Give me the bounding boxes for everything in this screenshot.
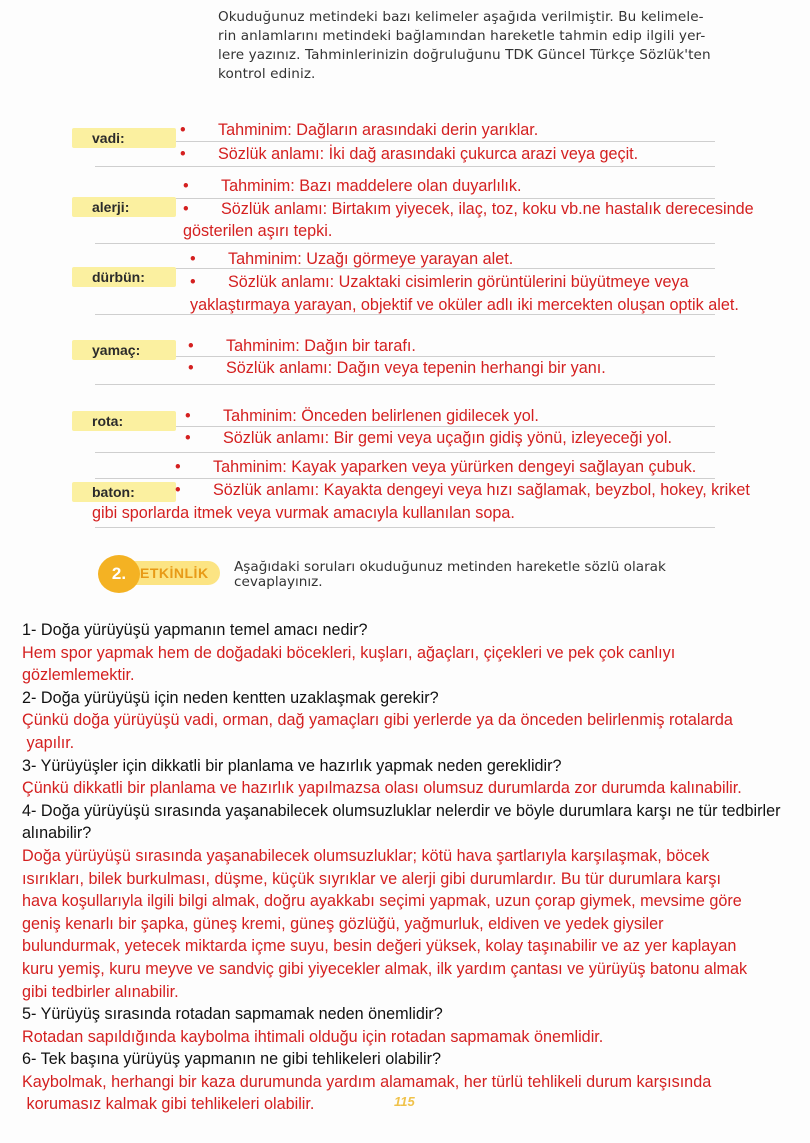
question: 6- Tek başına yürüyüş yapmanın ne gibi tehlikeleri olabilir? — [22, 1050, 442, 1069]
bullet-icon: • — [185, 407, 191, 425]
vocab-word-rota: rota: — [72, 411, 176, 431]
meaning-line — [190, 271, 689, 293]
answer-line: geniş kenarlı bir şapka, güneş kremi, güneş gözlüğü, yağmurluk, eldiven ve yedek giysiler — [22, 914, 664, 933]
activity-instruction — [234, 560, 704, 590]
meaning-line — [175, 479, 750, 501]
guess-line — [183, 175, 522, 197]
instruction-line: Aşağıdaki soruları okuduğunuz metinden hareketle sözlü olarak — [234, 559, 666, 575]
meaning-text: Sözlük anlamı: Birtakım yiyecek, ilaç, toz, koku vb.ne hastalık derecesinde — [221, 200, 754, 218]
vocab-word-alerji: alerji: — [72, 197, 176, 217]
guess-line — [185, 405, 539, 427]
intro-line: kontrol ediniz. — [218, 66, 316, 82]
vocab-word-durbun: dürbün: — [72, 267, 176, 287]
activity-number: 2. — [98, 555, 140, 593]
meaning-line — [185, 427, 672, 449]
bullet-icon: • — [190, 250, 196, 268]
answer-line: gözlemlemektir. — [22, 666, 135, 685]
guess-line — [188, 335, 416, 357]
answer-line: yapılır. — [22, 733, 75, 752]
question: 5- Yürüyüş sırasında rotadan sapmamak neden önemlidir? — [22, 1005, 443, 1024]
instruction-line: cevaplayınız. — [234, 574, 323, 590]
question: 4- Doğa yürüyüşü sırasında yaşanabilecek olumsuzluklar nelerdir ve böyle durumlara karşı ne tür tedbirler alınabilir? — [22, 801, 781, 843]
writing-line — [95, 527, 715, 528]
writing-line — [95, 384, 715, 385]
guess-line — [180, 119, 538, 141]
bullet-icon: • — [175, 481, 181, 499]
writing-line — [95, 243, 715, 244]
guess-text: Tahminim: Bazı maddelere olan duyarlılık. — [221, 177, 522, 195]
question: 1- Doğa yürüyüşü yapmanın temel amacı nedir? — [22, 621, 368, 639]
answer-line: hava koşullarıyla ilgili bilgi almak, doğru ayakkabı seçimi yapmak, uzun çorap giymek, mevsime göre — [22, 892, 742, 911]
questions-answers — [22, 619, 808, 1116]
activity-badge — [98, 555, 222, 593]
vocab-word-baton: baton: — [72, 482, 176, 502]
meaning-text: Sözlük anlamı: Kayakta dengeyi veya hızı sağlamak, beyzbol, hokey, kriket — [213, 481, 750, 499]
bullet-icon: • — [175, 458, 181, 476]
guess-text: Tahminim: Dağın bir tarafı. — [226, 337, 416, 355]
meaning-line — [188, 357, 606, 379]
instructions-intro — [218, 8, 738, 84]
meaning-continuation: yaklaştırmaya yarayan, objektif ve oküler adlı iki mercekten oluşan optik alet. — [190, 296, 739, 314]
bullet-icon: • — [183, 200, 189, 218]
writing-line — [95, 452, 715, 453]
guess-text: Tahminim: Önceden belirlenen gidilecek yol. — [223, 407, 539, 425]
vocab-word-vadi: vadi: — [72, 128, 176, 148]
meaning-line — [180, 143, 638, 165]
intro-line: Okuduğunuz metindeki bazı kelimeler aşağıda verilmiştir. Bu kelimele- — [218, 9, 704, 25]
meaning-text: Sözlük anlamı: Dağın veya tepenin herhangi bir yanı. — [226, 359, 606, 377]
bullet-icon: • — [188, 337, 194, 355]
guess-line — [190, 248, 513, 270]
bullet-icon: • — [190, 273, 196, 291]
bullet-icon: • — [183, 177, 189, 195]
bullet-icon: • — [185, 429, 191, 447]
answer-line: korumasız kalmak gibi tehlikeleri olabilir. — [22, 1095, 315, 1114]
meaning-continuation: gösterilen aşırı tepki. — [183, 222, 333, 240]
question: 2- Doğa yürüyüşü için neden kentten uzaklaşmak gerekir? — [22, 688, 439, 707]
meaning-text: Sözlük anlamı: İki dağ arasındaki çukurca arazi veya geçit. — [218, 145, 639, 163]
writing-line — [95, 141, 715, 142]
meaning-text: Sözlük anlamı: Bir gemi veya uçağın gidiş yönü, izleyeceği yol. — [223, 429, 672, 447]
guess-text: Tahminim: Dağların arasındaki derin yarıklar. — [218, 121, 539, 139]
meaning-line — [183, 198, 754, 220]
answer-line: Çünkü dikkatli bir planlama ve hazırlık yapılmazsa olası olumsuz durumlarda zor durumda kalınabilir. — [22, 779, 742, 798]
writing-line — [95, 166, 715, 167]
question: 3- Yürüyüşler için dikkatli bir planlama ve hazırlık yapmak neden gereklidir? — [22, 756, 562, 775]
meaning-continuation: gibi sporlarda itmek veya vurmak amacıyla kullanılan sopa. — [92, 504, 515, 522]
intro-line: lere yazınız. Tahminlerinizin doğruluğunu TDK Güncel Türkçe Sözlük'ten — [218, 47, 711, 63]
page-number: 115 — [394, 1094, 415, 1109]
answer-line: gibi tedbirler alınabilir. — [22, 982, 179, 1001]
vocab-word-yamac: yamaç: — [72, 340, 176, 360]
bullet-icon: • — [188, 359, 194, 377]
answer-line: kuru yemiş, kuru meyve ve sandviç gibi yiyecekler almak, ilk yardım çantası ve yürüyüş batonu almak — [22, 959, 748, 978]
answer-line: Çünkü doğa yürüyüşü vadi, orman, dağ yamaçları gibi yerlerde ya da önceden belirlenmiş rotalarda — [22, 711, 733, 730]
answer-line: Doğa yürüyüşü sırasında yaşanabilecek olumsuzluklar; kötü hava şartlarıyla karşılaşmak, böcek — [22, 846, 710, 865]
guess-text: Tahminim: Uzağı görmeye yarayan alet. — [228, 250, 514, 268]
bullet-icon: • — [180, 145, 186, 163]
guess-text: Tahminim: Kayak yaparken veya yürürken dengeyi sağlayan çubuk. — [213, 458, 697, 476]
answer-line: Kaybolmak, herhangi bir kaza durumunda yardım alamamak, her türlü tehlikeli durum karşısında — [22, 1072, 712, 1091]
answer-line: ısırıkları, bilek burkulması, düşme, küçük sıyrıklar ve alerji gibi durumlardır. Bu tür durumlara karşı — [22, 869, 721, 888]
answer-line: Hem spor yapmak hem de doğadaki böcekleri, kuşları, ağaçları, çiçekleri ve pek çok canlıyı — [22, 643, 676, 662]
intro-line: rin anlamlarını metindeki bağlamından hareketle tahmin edip ilgili yer- — [218, 28, 706, 44]
bullet-icon: • — [180, 121, 186, 139]
activity-label: ETKİNLİK — [128, 561, 220, 585]
answer-line: bulundurmak, yetecek miktarda içme suyu, besin değeri yüksek, kolay taşınabilir ve az yer kaplayan — [22, 937, 737, 956]
guess-line — [175, 456, 696, 478]
answer-line: Rotadan sapıldığında kaybolma ihtimali olduğu için rotadan sapmamak önemlidir. — [22, 1027, 604, 1046]
meaning-text: Sözlük anlamı: Uzaktaki cisimlerin görüntülerini büyütmeye veya — [228, 273, 689, 291]
